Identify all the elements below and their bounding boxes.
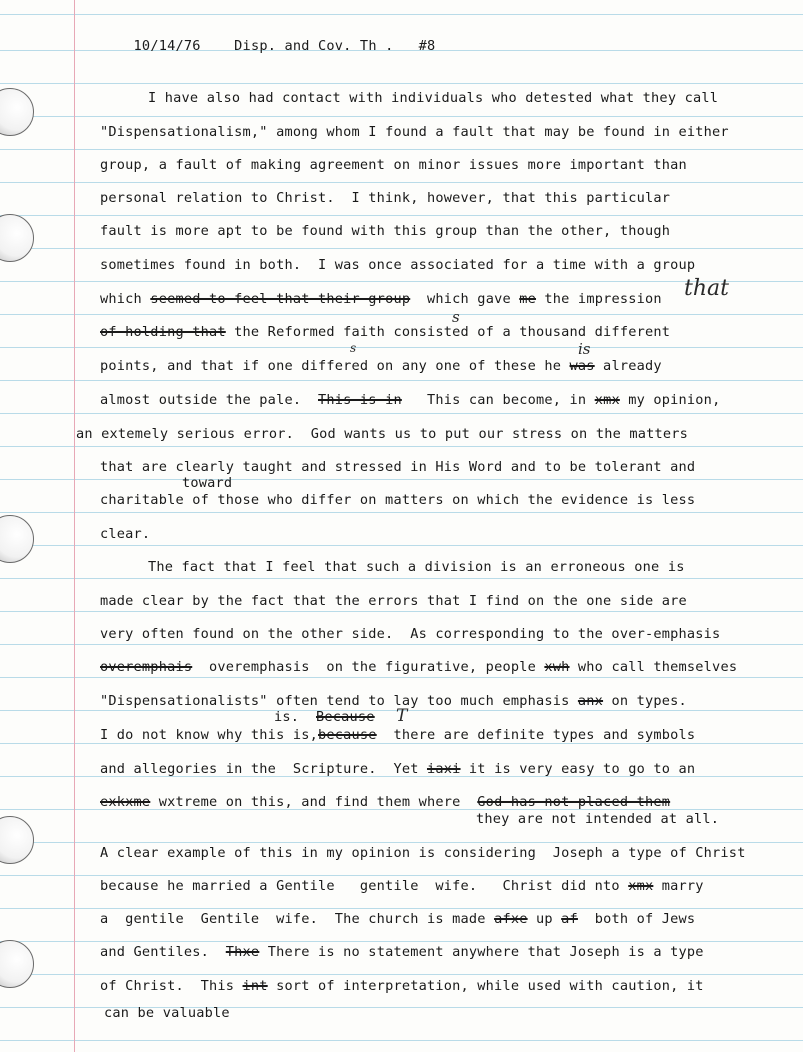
ruled-line (0, 479, 803, 480)
struck-text: seemed to feel that their group (150, 291, 411, 307)
text-segment: overemphasis on the figurative, people (192, 659, 545, 675)
ruled-line (0, 875, 803, 876)
text-line: I have also had contact with individuals who detested what they call (148, 90, 719, 106)
margin-line (74, 0, 75, 1052)
text-segment: on types. (603, 693, 687, 709)
text-line: The fact that I feel that such a division is an erroneous one is (148, 559, 685, 575)
text-segment: the Reformed faith consisted of a thousand different (225, 324, 671, 340)
ruled-line (0, 314, 803, 315)
text-line (100, 727, 695, 743)
handwritten-is: is (578, 340, 591, 358)
text-line: very often found on the other side. As corresponding to the over-emphasis (100, 626, 721, 642)
handwritten-s: s (350, 341, 357, 355)
text-segment: marry (653, 878, 704, 894)
ruled-line (0, 743, 803, 744)
ruled-line (0, 248, 803, 249)
text-line: personal relation to Christ. I think, however, that this particular (100, 190, 671, 206)
text-segment: sort of interpretation, while used with caution, it (267, 978, 704, 994)
handwritten-T: T (396, 706, 408, 726)
text-line: charitable of those who differ on matters on which the evidence is less (100, 492, 696, 508)
text-line (100, 761, 695, 777)
text-segment: almost outside the pale. (100, 392, 318, 408)
text-line: sometimes found in both. I was once associated for a time with a group (100, 257, 696, 273)
text-line (100, 878, 704, 894)
header (100, 22, 435, 70)
text-segment: There is no statement anywhere that Joseph is a type (259, 944, 704, 960)
struck-text: God has not placed them (477, 794, 671, 810)
struck-text: anx (577, 693, 604, 709)
ruled-line (0, 611, 803, 612)
text-segment: my opinion, (619, 392, 721, 408)
text-segment: already (594, 358, 662, 374)
text-segment: wxtreme on this, and find them where (150, 794, 478, 810)
struck-text: exkxme (100, 794, 151, 810)
punch-hole (0, 88, 34, 136)
text-line (100, 944, 704, 960)
struck-text: was (569, 358, 595, 374)
header-date: 10/14/76 (133, 38, 201, 54)
text-line: made clear by the fact that the errors that I find on the one side are (100, 593, 687, 609)
ruled-line (0, 149, 803, 150)
ruled-line (0, 1040, 803, 1041)
text-line (100, 794, 670, 810)
text-line: fault is more apt to be found with this group than the other, though (100, 223, 671, 239)
ruled-line (0, 545, 803, 546)
struck-text: This is in (318, 392, 402, 408)
text-line (100, 358, 662, 374)
text-line (100, 693, 687, 709)
ruled-line (0, 941, 803, 942)
ruled-line (0, 974, 803, 975)
text-line: clear. (100, 526, 151, 542)
struck-text: xwh (544, 659, 570, 675)
ruled-line (0, 908, 803, 909)
ruled-line (0, 677, 803, 678)
text-line: can be valuable (104, 1005, 230, 1021)
ruled-line (0, 842, 803, 843)
ruled-line (0, 182, 803, 183)
text-line: group, a fault of making agreement on minor issues more important than (100, 157, 687, 173)
text-line (100, 124, 729, 140)
text-line: that are clearly taught and stressed in His Word and to be tolerant and (100, 459, 696, 475)
handwritten-that: that (684, 276, 729, 301)
punch-hole (0, 940, 34, 988)
text-line: A clear example of this in my opinion is considering Joseph a type of Christ (100, 845, 746, 861)
struck-text: af (561, 911, 578, 927)
ruled-line (0, 116, 803, 117)
text-segment: I do not know why this is, (100, 727, 318, 743)
text-line (100, 291, 662, 307)
text-segment: who call themselves (569, 659, 738, 675)
ruled-line (0, 347, 803, 348)
text-line (100, 978, 704, 994)
struck-text: of holding that (100, 324, 226, 340)
ruled-line (0, 14, 803, 15)
ruled-line (0, 446, 803, 447)
text-segment: "Dispensationalism," (100, 124, 268, 140)
struck-text: iaxi (426, 761, 461, 777)
struck-text: Because (316, 709, 375, 725)
text-segment: which (100, 291, 151, 307)
text-line (100, 659, 737, 675)
text-segment: which gave (410, 291, 520, 307)
ruled-line (0, 644, 803, 645)
ruled-line (0, 83, 803, 84)
text-segment: among whom I found a fault that may be found in either (267, 124, 729, 140)
struck-text: int (242, 978, 268, 994)
inserted-word: toward (182, 475, 233, 491)
text-line (100, 392, 720, 408)
text-line (100, 911, 695, 927)
text-line (100, 324, 670, 340)
struck-text: afxe (494, 911, 528, 927)
struck-text: Thxe (225, 944, 260, 960)
text-segment: a gentile Gentile wife. The church is made (100, 911, 495, 927)
ruled-line (0, 578, 803, 579)
text-segment: it is very easy to go to an (460, 761, 696, 777)
punch-hole (0, 515, 34, 563)
text-segment: the impression (536, 291, 662, 307)
struck-text: me (519, 291, 537, 307)
text-segment: up (527, 911, 562, 927)
text-segment: "Dispensationalists" often tend to lay too much emphasis (100, 693, 578, 709)
header-title: Disp. and Cov. Th . (234, 38, 394, 54)
inserted-word: is. (274, 709, 300, 725)
text-segment: both of Jews (577, 911, 696, 927)
handwritten-s: s (452, 308, 460, 326)
ruled-line (0, 215, 803, 216)
text-segment: there are definite types and symbols (376, 727, 696, 743)
struck-text: overemphais (100, 659, 193, 675)
struck-text: xmx (628, 878, 654, 894)
text-segment: and allegories in the Scripture. Yet (100, 761, 427, 777)
header-number: #8 (418, 38, 436, 54)
text-segment: because he married a Gentile gentile wife. Christ did nto (100, 878, 629, 894)
text-line: an extemely serious error. God wants us to put our stress on the matters (76, 426, 689, 442)
ruled-line (0, 380, 803, 381)
text-segment: and Gentiles. (100, 944, 226, 960)
ruled-line (0, 413, 803, 414)
ruled-line (0, 281, 803, 282)
struck-text: because (318, 727, 377, 743)
text-line: they are not intended at all. (476, 811, 720, 827)
ruled-line (0, 512, 803, 513)
text-segment: of Christ. This (100, 978, 243, 994)
punch-hole (0, 816, 34, 864)
text-segment: This can become, in (401, 392, 595, 408)
punch-hole (0, 214, 34, 262)
struck-text: xmx (594, 392, 620, 408)
text-segment: points, and that if one differed on any one of these he (100, 358, 570, 374)
